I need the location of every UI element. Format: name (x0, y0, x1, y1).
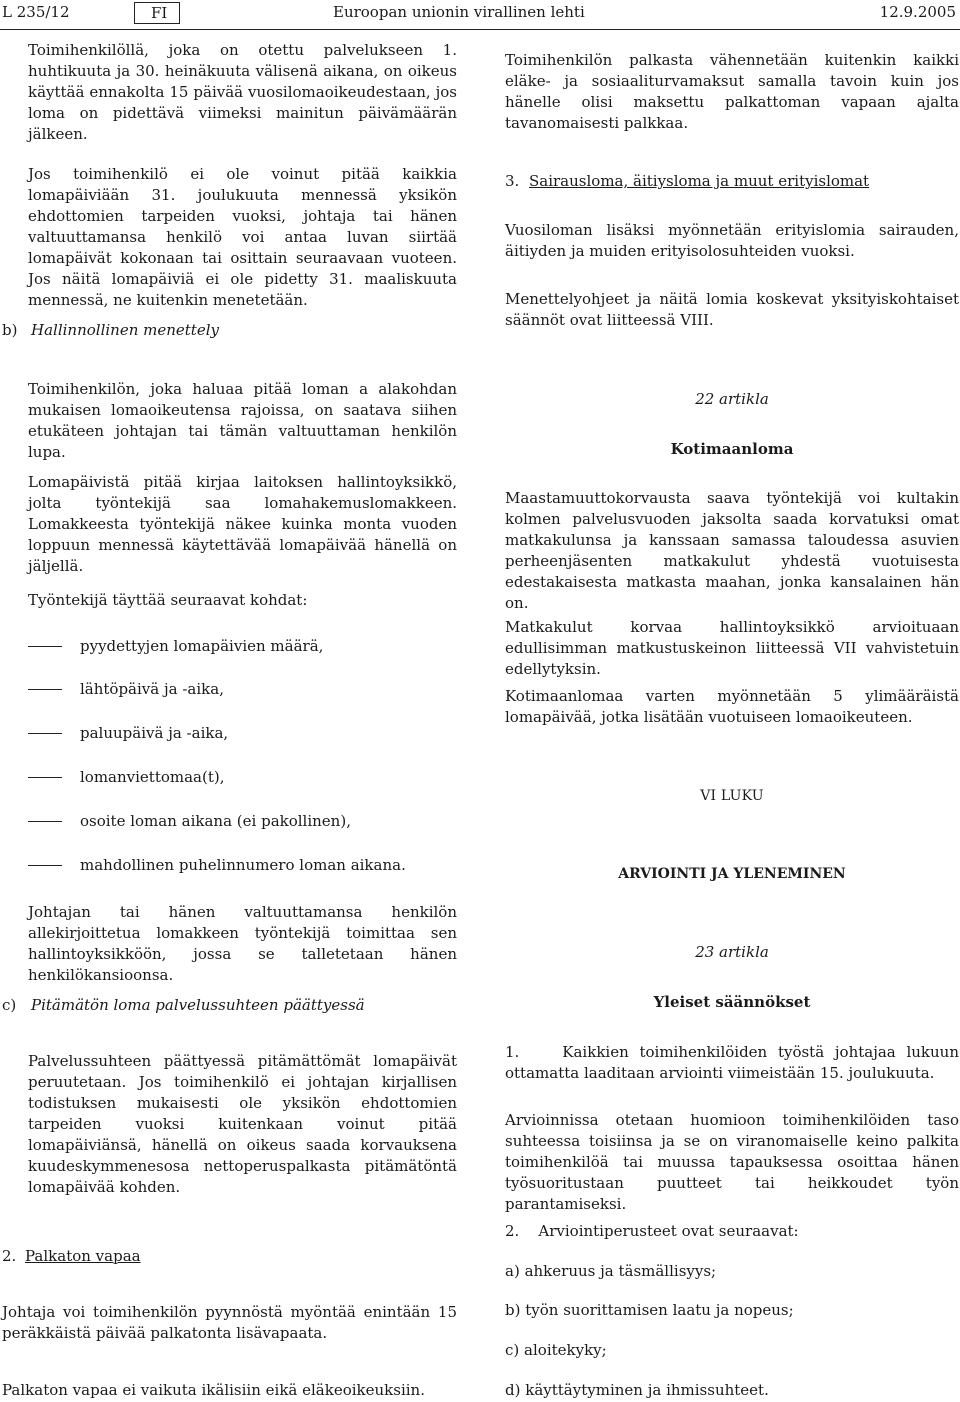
subsection-c-marker: c) (2, 996, 17, 1014)
right-paragraph-8 (505, 1110, 959, 1215)
subsection-c-title: Pitämätön loma palvelussuhteen päättyessä (31, 996, 365, 1014)
right-paragraph-1 (505, 50, 959, 134)
criteria-text: työn suorittamisen laatu ja nopeus; (525, 1301, 794, 1319)
dash-list-item (28, 636, 468, 657)
left-paragraph-3 (28, 379, 457, 463)
dash-icon (28, 821, 62, 822)
paragraph-text: Toimihenkilön palkasta vähennetään kuitenkin kaikki eläke- ja sosiaaliturvamaksut samalla tavoin kuin jos hänelle olisi maksettu palkattoman vapaan ajalta tavanomaisesti palkkaa. (505, 51, 959, 132)
section-2-title: Palkaton vapaa (25, 1247, 141, 1265)
header-rule (0, 29, 960, 30)
dash-list-item (28, 767, 468, 788)
list-item-text: lähtöpäivä ja -aika, (80, 680, 224, 698)
criteria-item (505, 1261, 955, 1282)
page-reference: L 235/12 (2, 3, 70, 21)
list-item-text: mahdollinen puhelinnumero loman aikana. (80, 856, 406, 874)
dash-icon (28, 689, 62, 690)
paragraph-line (505, 1221, 959, 1242)
criteria-item (505, 1380, 955, 1401)
left-paragraph-7 (28, 1051, 457, 1198)
section-3-number: 3. (505, 172, 520, 190)
right-paragraph-9 (505, 1221, 959, 1242)
left-paragraph-6 (28, 902, 457, 986)
left-paragraph-1 (28, 40, 457, 145)
subsection-b-marker: b) (2, 321, 18, 339)
paragraph-number: 2. (505, 1222, 520, 1240)
article-22-title: Kotimaanloma (670, 440, 794, 458)
paragraph-text: Maastamuuttokorvausta saava työntekijä voi kultakin kolmen palvelusvuoden jaksolta saada korvatuksi omat matkakulunsa ja kanssaan samassa taloudessa asuvien perheenjäsenten matkakulut yhdestä vuotuisesta edestakaisesta matkasta maahan, jonka kansalainen hän on. (505, 489, 959, 612)
list-item-text: paluupäivä ja -aika, (80, 724, 229, 742)
article-22-number: 22 artikla (695, 390, 769, 408)
right-paragraph-3 (505, 289, 959, 331)
criteria-marker: a) (505, 1262, 520, 1280)
dash-list-item (28, 679, 468, 700)
publication-date: 12.9.2005 (879, 3, 956, 21)
left-paragraph-2 (28, 164, 457, 311)
paragraph-text: Lomapäivistä pitää kirjaa laitoksen hallintoyksikkö, jolta työntekijä saa lomahakemuslomakkeen. Lomakkeesta työntekijä näkee kuinka monta vuoden loppuun mennessä käytettävää lomapäivää hänellä on jäljellä. (28, 473, 457, 575)
paragraph-text: Kaikkien toimihenkilöiden työstä johtajaa lukuun ottamatta laaditaan arviointi viimeistään 15. joulukuuta. (505, 1043, 960, 1082)
section-2-number: 2. (2, 1247, 17, 1265)
paragraph-text: Johtaja voi toimihenkilön pyynnöstä myöntää enintään 15 peräkkäistä päivää palkatonta lisävapaata. (2, 1303, 457, 1342)
language-badge: FI (134, 2, 180, 24)
right-paragraph-4 (505, 488, 959, 614)
right-paragraph-2 (505, 220, 959, 262)
paragraph-text: Palkaton vapaa ei vaikuta ikälisiin eikä eläkeoikeuksiin. (2, 1381, 425, 1399)
left-paragraph-5 (28, 590, 457, 611)
list-item-text: lomanviettomaa(t), (80, 768, 225, 786)
chapter-title: ARVIOINTI JA YLENEMINEN (618, 866, 846, 882)
dash-icon (28, 733, 62, 734)
article-23-title: Yleiset säännökset (653, 993, 811, 1011)
criteria-text: käyttäytyminen ja ihmissuhteet. (525, 1381, 769, 1399)
dash-list-item (28, 811, 468, 832)
paragraph-number: 1. (505, 1043, 520, 1061)
left-paragraph-8 (2, 1302, 457, 1344)
paragraph-text: Vuosiloman lisäksi myönnetään erityislomia sairauden, äitiyden ja muiden erityisolosuhteiden vuoksi. (505, 221, 959, 260)
paragraph-text: Johtajan tai hänen valtuuttamansa henkilön allekirjoittetua lomakkeen työntekijä toimittaa sen hallintoyksikköön, jossa se talletetaan hänen henkilökansioonsa. (28, 903, 457, 984)
right-paragraph-5 (505, 617, 959, 680)
criteria-item (505, 1340, 955, 1361)
list-item-text: pyydettyjen lomapäivien määrä, (80, 637, 324, 655)
paragraph-text: Kotimaanlomaa varten myönnetään 5 ylimääräistä lomapäivää, jotka lisätään vuotuiseen lomaoikeuteen. (505, 687, 959, 726)
list-item-text: osoite loman aikana (ei pakollinen), (80, 812, 351, 830)
paragraph-text: Toimihenkilön, joka haluaa pitää loman a alakohdan mukaisen lomaoikeutensa rajoissa, on saatava siihen etukäteen johtajan tai tämän valtuuttaman henkilön lupa. (28, 380, 457, 461)
paragraph-text: Arviointiperusteet ovat seuraavat: (538, 1222, 799, 1240)
paragraph-text: Matkakulut korvaa hallintoyksikkö arvioituaan edullisimman matkustuskeinon liitteessä VII vahvistetuin edellytyksin. (505, 618, 959, 678)
page-header (0, 2, 960, 26)
paragraph-text: Toimihenkilöllä, joka on otettu palvelukseen 1. huhtikuuta ja 30. heinäkuuta välisenä aikana, on oikeus käyttää ennakolta 15 päivää vuosilomaoikeudestaan, jos loma on pidettävä viimeksi mainitun päivämäärän jälkeen. (28, 41, 457, 143)
chapter-number: VI LUKU (700, 788, 764, 804)
article-23-number: 23 artikla (695, 943, 769, 961)
dash-icon (28, 646, 62, 647)
section-3-title: Sairausloma, äitiysloma ja muut erityislomat (529, 172, 870, 190)
criteria-text: ahkeruus ja täsmällisyys; (524, 1262, 717, 1280)
criteria-marker: c) (505, 1341, 520, 1359)
criteria-marker: b) (505, 1301, 521, 1319)
dash-icon (28, 777, 62, 778)
left-paragraph-9 (2, 1380, 457, 1401)
paragraph-line (505, 1042, 959, 1084)
subsection-b-title: Hallinnollinen menettely (31, 321, 219, 339)
dash-icon (28, 865, 62, 866)
paragraph-text: Työntekijä täyttää seuraavat kohdat: (28, 591, 308, 609)
paragraph-text: Palvelussuhteen päättyessä pitämättömät lomapäivät peruutetaan. Jos toimihenkilö ei johtajan kirjallisen todistuksen mukaisesti ole yksikön ehdottomien tarpeiden vuoksi kuitenkaan voinut pitää lomapäiviänsä, hänellä on oikeus saada korvauksena kuudeskymmenesosa nettoperuspalkasta pitämätöntä lomapäivää kohden. (28, 1052, 457, 1196)
left-paragraph-4 (28, 472, 457, 577)
criteria-text: aloitekyky; (524, 1341, 607, 1359)
journal-title: Euroopan unionin virallinen lehti (333, 3, 585, 21)
right-paragraph-7 (505, 1042, 959, 1084)
paragraph-text: Arvioinnissa otetaan huomioon toimihenkilöiden taso suhteessa toisiinsa ja se on viranomaiselle keino palkita toimihenkilöä tai muussa tapauksessa osoittaa hänen työsuoritustaan puutteet tai heikkoudet työn parantamiseksi. (505, 1111, 959, 1213)
criteria-item (505, 1300, 955, 1321)
dash-list-item (28, 855, 468, 876)
paragraph-text: Menettelyohjeet ja näitä lomia koskevat yksityiskohtaiset säännöt ovat liitteessä VIII. (505, 290, 959, 329)
paragraph-text: Jos toimihenkilö ei ole voinut pitää kaikkia lomapäiviään 31. joulukuuta mennessä yksikön ehdottomien tarpeiden vuoksi, johtaja tai hänen valtuuttamansa henkilö voi antaa luvan siirtää lomapäivät kokonaan tai osittain seuraavaan vuoteen. Jos näitä lomapäiviä ei ole pidetty 31. maaliskuuta mennessä, ne kuitenkin menetetään. (28, 165, 457, 309)
right-paragraph-6 (505, 686, 959, 728)
dash-list-item (28, 723, 468, 744)
criteria-marker: d) (505, 1381, 521, 1399)
